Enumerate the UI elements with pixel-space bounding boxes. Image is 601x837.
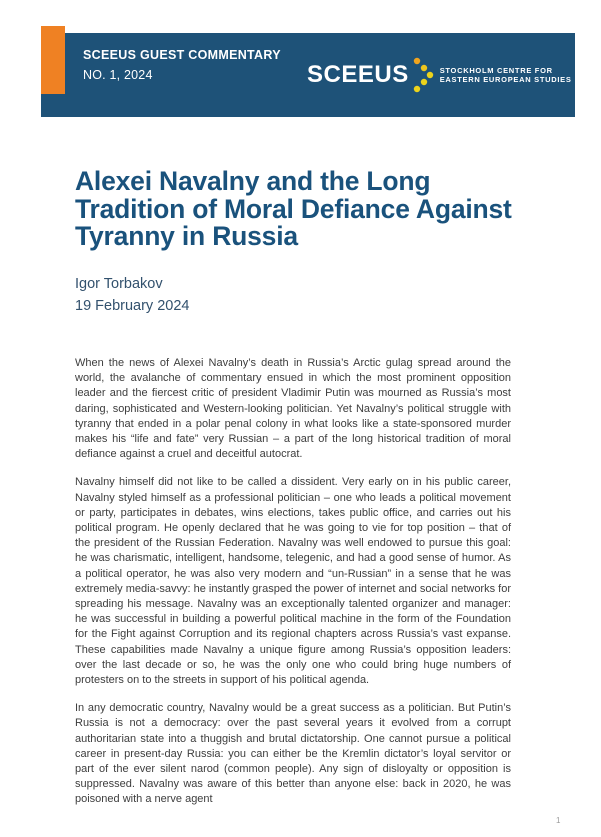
header-band	[41, 33, 575, 117]
paragraph-2: Navalny himself did not like to be called a dissident. Very early on in his public career, Navalny styled himself as a professional politician – one who leads a political movement or party, participates in debates, wins elections, takes public office, and carries out his political program. He openly declared that he was going to vie for top position – that of the president of the Russian Federation. Navalny was well endowed to pursue this goal: he was charismatic, intelligent, handsome, telegenic, and had a good sense of humor. As a political operator, he was also very modern and “un-Russian” in a sense that he was extremely media-savvy: he instantly grasped the power of internet and social networks for spreading his message. Navalny was an exceptionally talented organizer and manager: he was successful in building a powerful political machine in the form of the Foundation for the Fight against Corruption and its regional chapters across Russia’s vast expanse. These capabilities made Navalny a unique figure among Russia’s opposition leaders: over the last decade or so, he was the only one who could bring huge numbers of protesters on to the streets in support of his political agenda.	[75, 476, 511, 687]
paragraph-3: In any democratic country, Navalny would be a great success as a politician. But Putin’s Russia is not a democracy: over the past several years it evolved from a corrupt authoritarian state into a thuggish and brutal dictatorship. One cannot pursue a political career in present-day Russia: you can either be the Kremlin dictator’s loyal servitor or part of the ever silent narod (common people). Any sign of disloyalty or opposition is suppressed. Navalny was aware of this better than anyone else: back in 2020, he was poisoned with a nerve agent	[75, 702, 511, 806]
logo-tagline-line2: EASTERN EUROPEAN STUDIES	[439, 75, 572, 84]
publication-date: 19 February 2024	[75, 298, 190, 314]
paragraph-1: When the news of Alexei Navalny’s death in Russia’s Arctic gulag spread around the world, the avalanche of commentary ensued in which the most prominent opposition leader and the fiercest critic of president Vladimir Putin was mourned as Russia’s most daring, sophisticated and Western-looking politician. Yet Navalny’s political struggle with tyranny that ended in a polar penal colony in what looks like a state-sponsored murder makes his “life and fate” very Russian – a part of the long historical tradition of moral defiance against a cruel and deceitful autocrat.	[75, 357, 511, 461]
page-number: 1	[556, 816, 561, 825]
sceeus-logo	[307, 33, 572, 117]
article-body	[75, 356, 511, 821]
article-title: Alexei Navalny and the Long Tradition of Moral Defiance Against Tyranny in Russia	[75, 166, 512, 251]
author-name: Igor Torbakov	[75, 276, 163, 292]
logo-arrow-icon	[411, 56, 435, 94]
logo-tagline	[440, 66, 572, 85]
header-band-text	[83, 48, 281, 82]
accent-bar	[41, 26, 65, 94]
issue-number: NO. 1, 2024	[83, 68, 153, 82]
series-title: SCEEUS GUEST COMMENTARY	[83, 48, 281, 62]
logo-tagline-line1: STOCKHOLM CENTRE FOR	[439, 65, 553, 75]
logo-wordmark: SCEEUS	[307, 61, 409, 88]
